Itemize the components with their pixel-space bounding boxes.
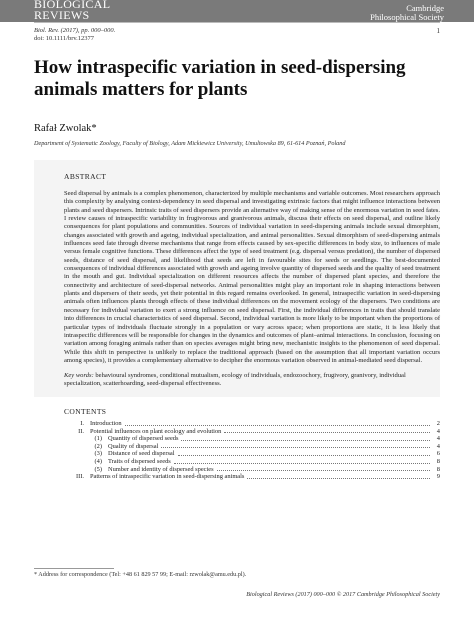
toc-entry[interactable] xyxy=(64,443,440,451)
toc-entry-label: Traits of dispersed seeds xyxy=(108,457,171,465)
society-name-line1: Cambridge xyxy=(406,3,444,13)
article-title: How intraspecific variation in seed-dispersing animals matters for plants xyxy=(34,57,406,100)
toc-entry-page: 4 xyxy=(436,442,440,450)
citation-doi[interactable]: doi: 10.1111/brv.12377 xyxy=(34,35,95,42)
toc-entry-number: (1) xyxy=(94,435,102,443)
toc-entry-label: Number and identity of dispersed species xyxy=(108,465,214,473)
citation xyxy=(34,27,115,43)
toc-entry[interactable] xyxy=(64,473,440,481)
toc-leader-dots xyxy=(181,440,430,441)
toc-entry-page: 6 xyxy=(436,450,440,458)
keywords-label: Key words: xyxy=(64,372,94,379)
toc-leader-dots xyxy=(224,432,430,433)
toc-entry[interactable] xyxy=(64,458,440,466)
toc-entry-number: I. xyxy=(80,420,84,427)
page-number: 1 xyxy=(436,27,440,35)
toc-entry-page: 9 xyxy=(436,473,440,481)
toc-entry-label: Quality of dispersal xyxy=(108,442,159,450)
page-footer: Biological Reviews (2017) 000–000 © 2017 Cambridge Philosophical Society xyxy=(246,591,440,598)
toc-entry-number: III. xyxy=(76,473,84,481)
toc-entry[interactable] xyxy=(64,450,440,458)
toc-entry-number: (3) xyxy=(94,450,102,458)
keywords xyxy=(64,372,440,389)
toc-entry-page: 8 xyxy=(436,457,440,465)
society-logo xyxy=(370,4,444,22)
toc-entry-page: 4 xyxy=(436,427,440,435)
toc-entry-number: (4) xyxy=(94,457,102,465)
toc-entry-page: 8 xyxy=(436,465,440,473)
citation-journal: Biol. Rev. (2017), pp. 000–000. xyxy=(34,27,116,34)
abstract-heading: ABSTRACT xyxy=(64,172,107,181)
journal-logo xyxy=(34,0,110,21)
toc-entry[interactable] xyxy=(64,420,440,428)
toc-leader-dots xyxy=(161,447,430,448)
toc-entry[interactable] xyxy=(64,466,440,474)
table-of-contents xyxy=(64,420,440,481)
toc-entry[interactable] xyxy=(64,428,440,436)
toc-entry-number: II. xyxy=(78,427,84,435)
header-rule xyxy=(34,22,440,23)
toc-entry-label: Potential influences on plant ecology and evolution xyxy=(90,427,222,435)
toc-leader-dots xyxy=(178,455,430,456)
contents-heading: CONTENTS xyxy=(64,407,107,416)
toc-entry-number: (2) xyxy=(94,442,102,450)
author-name: Rafał Zwolak* xyxy=(34,123,97,134)
footnote-rule xyxy=(34,568,114,569)
society-name-line2: Philosophical Society xyxy=(370,12,444,22)
toc-leader-dots xyxy=(125,425,430,426)
toc-leader-dots xyxy=(174,463,430,464)
toc-entry-page: 4 xyxy=(436,435,440,443)
author-affiliation: Department of Systematic Zoology, Faculty of Biology, Adam Mickiewicz University, Umultowska 89, 61-614 Poznań, Poland xyxy=(34,140,346,147)
toc-entry-label: Patterns of intraspecific variation in seed-dispersing animals xyxy=(90,473,245,481)
abstract-text: Seed dispersal by animals is a complex phenomenon, characterized by multiple mechanisms and variable outcomes. Most researchers approach this complexity by analysing context-dependency in seed dispersal and investigating extrinsic factors that might influence interactions between plants and seed dispersers. Intrinsic traits of seed dispersers provide an alternative way of making sense of the enormous variation in seed fates. I review causes of intraspecific variability in frugivorous and granivorous animals, discuss their effects on seed dispersal, and outline likely consequences for plant populations and communities. Sources of individual variation in seed-dispersing animals include sexual dimorphism, changes associated with growth and ageing, individual specialization, and animal personalities. Sexual dimorphism of seed-dispersing animals influences seed fate through diverse mechanisms that range from effects caused by sex-specific differences in body size, to influences of male versus female cognitive functions. These differences affect the type of seed treatment (e.g. dispersal versus predation), the number of dispersed seeds, distance of seed dispersal, and likelihood that seeds are left in favourable sites for seeds or seedlings. The best-documented consequences of individual differences associated with growth and ageing involve quantity of dispersed seeds and the quality of seed treatment in the mouth and gut. Individual specialization on different resources affects the number of dispersed plant species, and therefore the connectivity and architecture of seed-dispersal networks. Animal personalities might play an important role in shaping interactions between plants and dispersers of their seeds, yet their potential in this regard remains overlooked. In general, intraspecific variation in seed-dispersing animals often influences plants through effects of these individual differences on the movement ecology of the dispersers. Two conditions are necessary for individual variation to exert a strong influence on seed dispersal. First, the individual differences in traits that should translate into differences in crucial characteristics of seed dispersal. Second, individual variation is more likely to be important when the proportions of particular types of individuals fluctuate strongly in a population or vary across space; when proportions are static, it is less likely that intraspecific differences will be responsible for changes in the dynamics and outcomes of plant–animal interactions. In conclusion, focusing on variation among foraging animals rather than on species averages might bring new, mechanistic insights to the phenomenon of seed dispersal. While this shift in perspective is unlikely to replace the traditional approach (based on the assumption that all important variation occurs among species), it provides a complementary alternative to decipher the enormous variation observed in animal-mediated seed dispersal. xyxy=(64,190,440,364)
toc-entry-page: 2 xyxy=(436,420,440,427)
toc-entry[interactable] xyxy=(64,435,440,443)
journal-name-line2: REVIEWS xyxy=(34,8,90,22)
toc-entry-label: Introduction xyxy=(90,420,122,427)
correspondence-footnote: * Address for correspondence (Tel: +48 61 829 57 99; E-mail: rzwolak@amu.edu.pl). xyxy=(34,571,247,578)
journal-name-line1: BIOLOGICAL xyxy=(34,0,111,11)
keywords-list: behavioural syndromes, conditional mutualism, ecology of individuals, endozoochory, frugivory, granivory, individual specialization, scatterhoarding, seed-dispersal effectiveness. xyxy=(64,372,406,388)
toc-leader-dots xyxy=(217,470,430,471)
toc-entry-label: Quantity of dispersed seeds xyxy=(108,435,179,443)
toc-entry-label: Distance of seed dispersal xyxy=(108,450,175,458)
toc-entry-number: (5) xyxy=(94,465,102,473)
toc-leader-dots xyxy=(247,478,430,479)
